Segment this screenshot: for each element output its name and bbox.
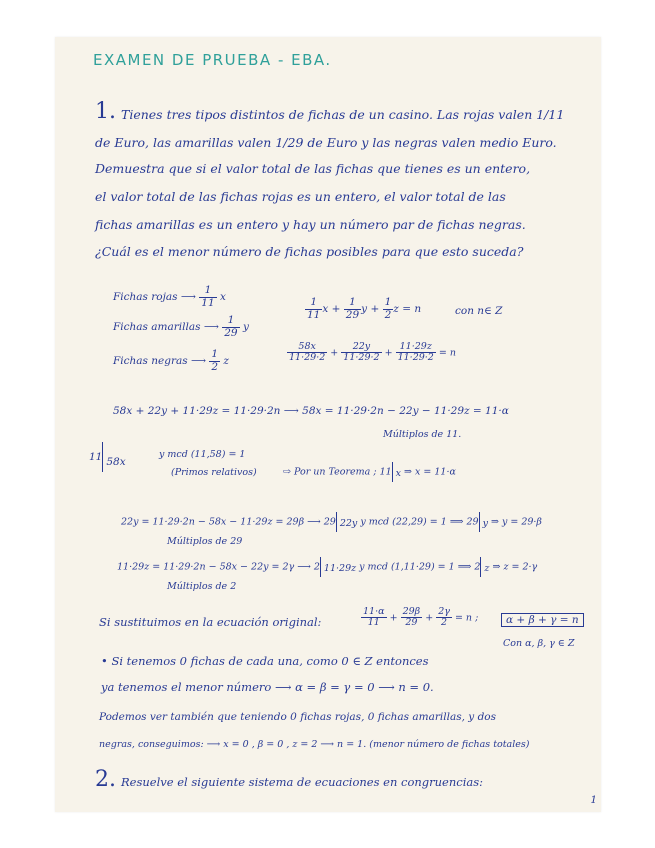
equation-line-b: 22y = 11·29·2n − 58x − 11·29z = 29β ⟶ 29 22y y mcd (22,29) = 1 ⟹ 29 y ⇒ y = 29·β bbox=[121, 512, 542, 532]
multiplos-2-label: Múltiplos de 2 bbox=[167, 581, 237, 592]
exam-title: EXAMEN DE PRUEBA - EBA. bbox=[93, 51, 332, 69]
mcd-11-58: y mcd (11,58) = 1 bbox=[159, 449, 246, 460]
teorema-step: ⇨ Por un Teorema ; 11 x ⇒ x = 11·α bbox=[283, 462, 456, 482]
multiplos-11-label: Múltiplos de 11. bbox=[383, 429, 462, 440]
boxed-result: α + β + γ = n bbox=[501, 614, 584, 626]
question-1-line-5: fichas amarillas es un entero y hay un número par de fichas negras. bbox=[95, 217, 526, 232]
question-1-line-6: ¿Cuál es el menor número de fichas posibles para que esto suceda? bbox=[95, 244, 524, 259]
conclusion-line-4: negras, conseguimos: ⟶ x = 0 , β = 0 , z = 2 ⟶ n = 1. (menor número de fichas totales) bbox=[99, 739, 530, 750]
primos-relativos-note: (Primos relativos) bbox=[171, 467, 257, 478]
question-2-text: Resuelve el siguiente sistema de ecuaciones en congruencias: bbox=[121, 775, 484, 789]
conclusion-line-3: Podemos ver también que teniendo 0 fichas rojas, 0 fichas amarillas, y dos bbox=[99, 711, 496, 723]
question-2-number: 2. bbox=[95, 767, 116, 792]
question-1-line-1: Tienes tres tipos distintos de fichas de un casino. Las rojas valen 1/11 bbox=[121, 107, 565, 122]
multiplos-29-label: Múltiplos de 29 bbox=[167, 536, 243, 547]
conclusion-line-2: ya tenemos el menor número ⟶ α = β = γ = 0 ⟶ n = 0. bbox=[101, 680, 434, 694]
page-corner-mark: 1 bbox=[590, 794, 597, 806]
question-1-number: 1. bbox=[95, 99, 116, 124]
equation-line-c: 11·29z = 11·29·2n − 58x − 22y = 2γ ⟶ 2 11·29z y mcd (1,11·29) = 1 ⟹ 2 z ⇒ z = 2·γ bbox=[117, 557, 537, 577]
question-1-line-3: Demuestra que si el valor total de las fichas que tienes es un entero, bbox=[95, 161, 531, 176]
integer-condition: Con α, β, γ ∈ Z bbox=[503, 638, 575, 649]
conclusion-line-1: • Si tenemos 0 fichas de cada una, como 0 ∈ Z entonces bbox=[101, 654, 429, 668]
equation-line-a: 58x + 22y + 11·29z = 11·29·2n ⟶ 58x = 11·29·2n − 22y − 11·29z = 11·α bbox=[113, 405, 509, 417]
sustitucion-equation: $\frac{11\cdot\alpha}{11}$ + $\frac{29\beta}{29}$ + $\frac{2\gamma}{2}$ = n ; bbox=[363, 606, 479, 629]
question-1-line-4: el valor total de las fichas rojas es un entero, el valor total de las bbox=[95, 189, 506, 204]
n-integer-note: con n∈ Z bbox=[455, 305, 503, 317]
equation-common-denominator: $\frac{58x}{11\cdot 29\cdot 2}$ + $\frac{22y}{11\cdot 29\cdot 2}$ + $\frac{11\cdot 29z}{11\cdot 29\cdot 2}$ = n bbox=[289, 341, 456, 364]
question-1-line-2: de Euro, las amarillas valen 1/29 de Euro y las negras valen medio Euro. bbox=[95, 135, 557, 150]
fichas-negras-label: Fichas negras ⟶ $\frac{1}{2}$ z bbox=[113, 348, 229, 373]
fichas-amarillas-label: Fichas amarillas ⟶ $\frac{1}{29}$ y bbox=[113, 314, 249, 339]
divisibility-11: 11 58x bbox=[89, 442, 126, 472]
fichas-rojas-label: Fichas rojas ⟶ $\frac{1}{11}$ x bbox=[113, 284, 226, 309]
equation-sum-fractions: $\frac{1}{11}$ x + $\frac{1}{29}$ y + $\frac{1}{2}$ z = n bbox=[307, 296, 422, 321]
exam-sheet bbox=[55, 37, 601, 812]
sustitucion-text: Si sustituimos en la ecuación original: bbox=[99, 615, 322, 629]
